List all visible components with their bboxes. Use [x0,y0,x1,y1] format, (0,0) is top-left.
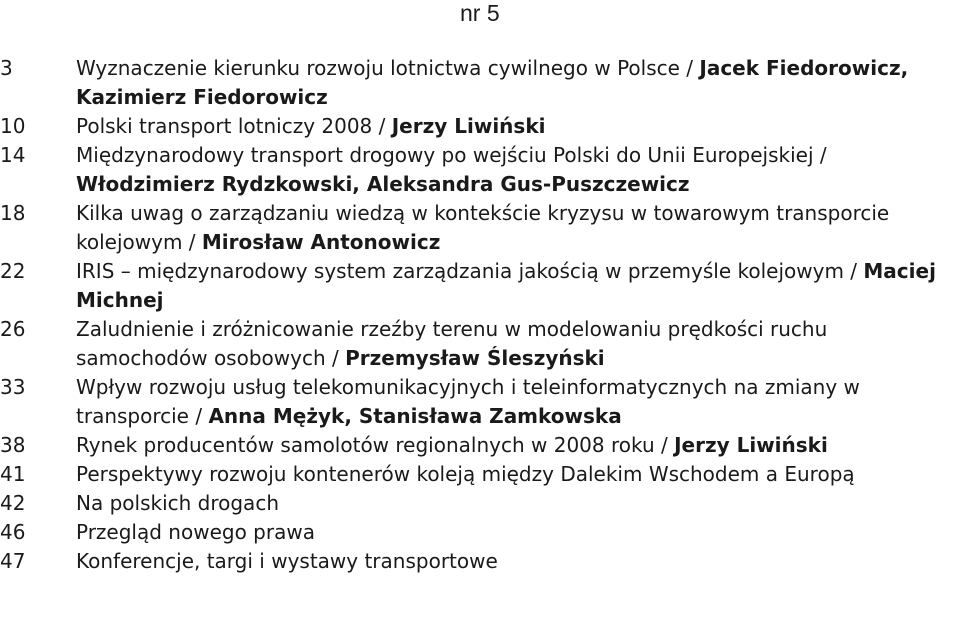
toc-title: Kilka uwag o zarządzaniu wiedzą w kontekście kryzysu w towarowym transporcie kolejowym / [76,201,890,254]
toc-entry [0,373,960,431]
toc-entry [0,257,960,315]
toc-entry [0,518,960,547]
toc-page-number: 10 [0,114,26,138]
toc-page-number: 41 [0,462,26,486]
toc-authors: Maciej Michnej [76,259,936,312]
toc-page-number: 42 [0,491,26,515]
toc-page-number: 22 [0,259,26,283]
toc-authors: Jerzy Liwiński [391,114,546,138]
toc-authors: Przemysław Śleszyński [345,346,605,370]
toc-authors: Jerzy Liwiński [674,433,828,457]
toc-entry [0,489,960,518]
toc-page-number: 3 [0,56,13,80]
toc-page-number: 14 [0,143,26,167]
toc-title: Zaludnienie i zróżnicowanie rzeźby terenu w modelowaniu prędkości ruchu samochodów osobowych / [76,317,828,370]
toc-title: Konferencje, targi i wystawy transportowe [76,549,498,573]
toc-page-number: 47 [0,549,26,573]
toc-page-number: 38 [0,433,26,457]
toc-title: IRIS – międzynarodowy system zarządzania jakością w przemyśle kolejowym / [76,259,864,283]
toc-entry [0,547,960,576]
toc-title: Rynek producentów samolotów regionalnych w 2008 roku / [76,433,675,457]
toc-title: Przegląd nowego prawa [76,520,315,544]
toc-authors: Mirosław Antonowicz [201,230,441,254]
toc-title: Międzynarodowy transport drogowy po wejściu Polski do Unii Europejskiej / [76,143,827,167]
toc-title: Wpływ rozwoju usług telekomunikacyjnych i teleinformatycznych na zmiany w transporcie / [76,375,860,428]
toc-entry [0,431,960,460]
issue-number: nr 5 [460,0,500,26]
toc-authors: Jacek Fiedorowicz, Kazimierz Fiedorowicz [76,56,909,109]
toc-title: Na polskich drogach [76,491,279,515]
toc-entry [0,112,960,141]
toc-title: Perspektywy rozwoju kontenerów koleją między Dalekim Wschodem a Europą [76,462,855,486]
toc-authors: Włodzimierz Rydzkowski, Aleksandra Gus-Puszczewicz [76,172,690,196]
table-of-contents [0,54,960,576]
toc-title: Wyznaczenie kierunku rozwoju lotnictwa cywilnego w Polsce / [76,56,700,80]
toc-entry [0,315,960,373]
toc-page-number: 33 [0,375,26,399]
toc-entry [0,460,960,489]
toc-entry [0,54,960,112]
toc-entry [0,199,960,257]
toc-page-number: 18 [0,201,26,225]
toc-page-number: 26 [0,317,26,341]
toc-title: Polski transport lotniczy 2008 / [76,114,392,138]
toc-authors: Anna Mężyk, Stanisława Zamkowska [208,404,622,428]
toc-page-number: 46 [0,520,26,544]
toc-entry [0,141,960,199]
